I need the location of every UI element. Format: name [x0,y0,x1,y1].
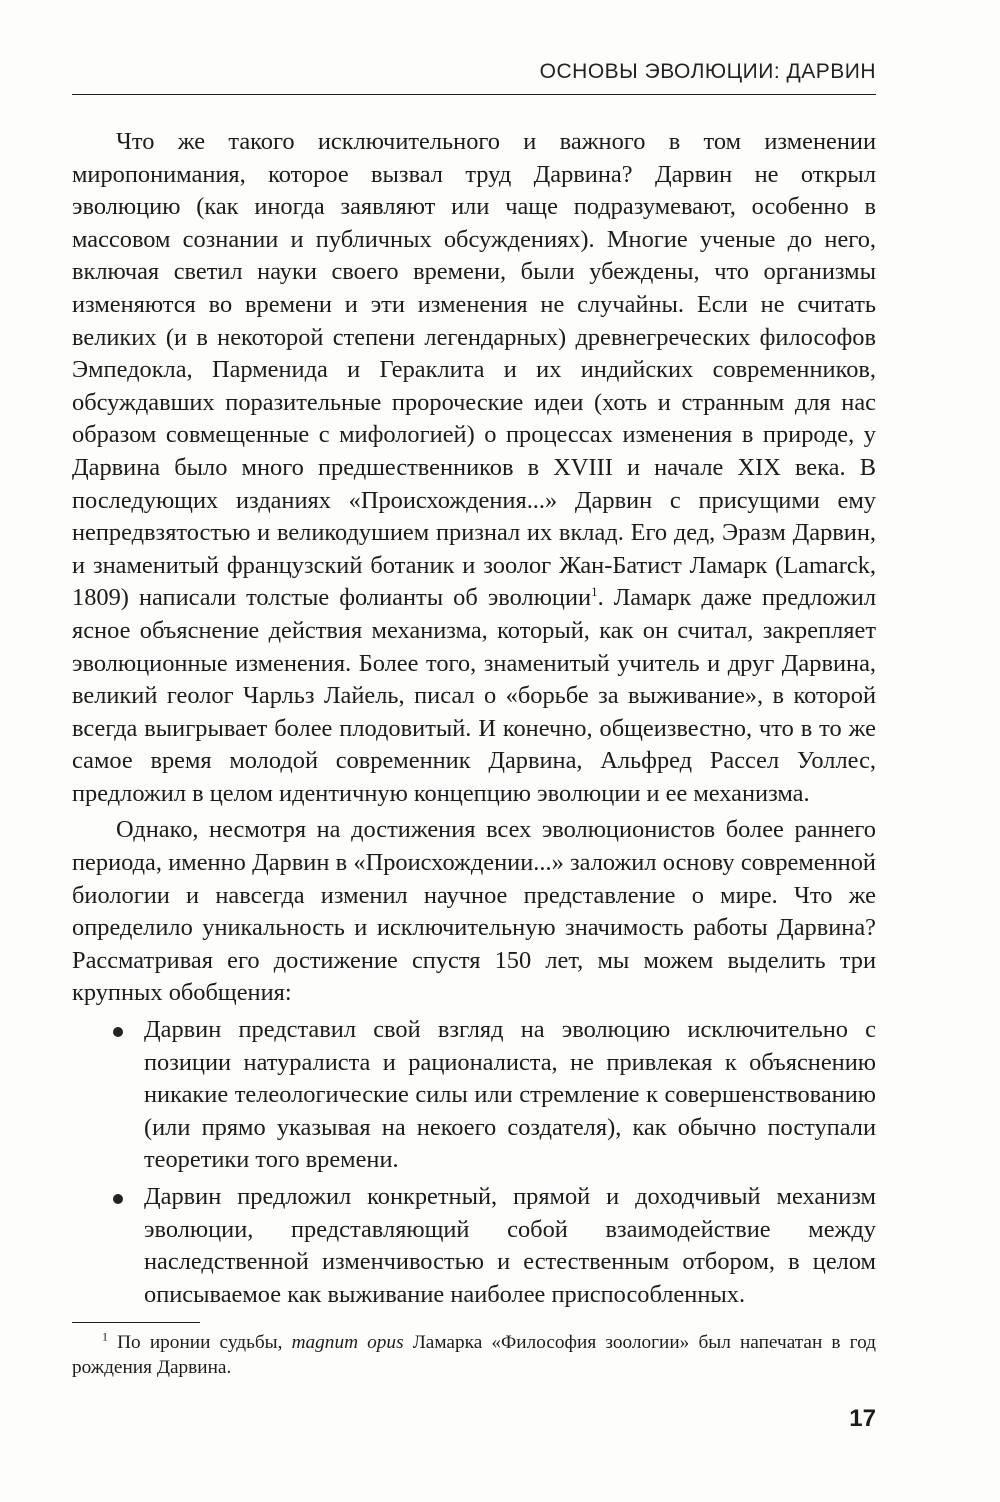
footnote-text: По иронии судьбы, [108,1332,292,1353]
paragraph: Однако, несмотря на достижения всех эволюционистов более раннего периода, именно Дарвин в «Происхождении...» заложил основу современной биологии и навсегда изменил научное представление о мире. Что же определило уникальность и исключительную значимость работы Дарвина? Рассматривая его достижение спустя 150 лет, мы можем выделить три крупных обобщения: [72,816,876,1007]
page-number: 17 [849,1405,876,1432]
list-item-text: Дарвин предложил конкретный, прямой и доходчивый механизм эволюции, представляющий собой взаимодействие между наследственной изменчивостью и естественным отбором, в целом описываемое как выживание наиболее приспособленных. [144,1183,876,1308]
list-item [72,1181,876,1311]
list-item [72,1014,876,1177]
main-text [72,126,876,1315]
bullet-icon [113,1194,123,1204]
running-head: ОСНОВЫ ЭВОЛЮЦИИ: ДАРВИН [72,60,876,95]
footnote [72,1330,876,1380]
footnote-emphasis: magnum opus [291,1332,404,1353]
paragraph-text: . Ламарк даже предложил ясное объяснение действия механизма, который, как он считал, закрепляет эволюционные изменения. Более того, знаменитый учитель и друг Дарвина, великий геолог Чарльз Лайель, писал о «борьбе за выживание», в которой всегда выигрывает более плодовитый. И конечно, общеизвестно, что в то же самое время молодой современник Дарвина, Альфред Рассел Уоллес, предложил в целом идентичную концепцию эволюции и ее механизма. [72,584,876,807]
footnote-reference: 1 [591,584,598,600]
footnote-text: Ламарка «Философия зоологии» был напечатан в год рождения Дарвина. [72,1332,876,1378]
paragraph [72,126,876,810]
paragraph-text: Что же такого исключительного и важного в том изменении миропонимания, которое вызвал труд Дарвина? Дарвин не открыл эволюцию (как иногда заявляют или чаще подразумевают, особенно в массовом сознании и публичных обсуждениях). Многие ученые до него, включая светил науки своего времени, были убеждены, что организмы изменяются во времени и эти изменения не случайны. Если не считать великих (и в некоторой степени легендарных) древнегреческих философов Эмпедокла, Парменида и Гераклита и их индийских современников, обсуждавших поразительные пророческие идеи (хоть и странным для нас образом совмещенные с мифологией) о процессах изменения в природе, у Дарвина было много предшественников в XVIII и начале XIX века. В последующих изданиях «Происхождения...» Дарвин с присущими ему непредвзятостью и великодушием признал их вклад. Его дед, Эразм Дарвин, и знаменитый французский ботаник и зоолог Жан-Батист Ламарк (Lamarck, 1809) написали толстые фолианты об эволюции [72,128,876,612]
footnote-divider [72,1322,200,1323]
bullet-icon [113,1027,123,1037]
list-item-text: Дарвин представил свой взгляд на эволюцию исключительно с позиции натуралиста и рационалиста, не привлекая к объяснению никакие телеологические силы или стремление к совершенствованию (или прямо указывая на некоего создателя), как обычно поступали теоретики того времени. [144,1016,876,1174]
footnote-marker: 1 [102,1329,108,1344]
bullet-list [72,1014,876,1311]
